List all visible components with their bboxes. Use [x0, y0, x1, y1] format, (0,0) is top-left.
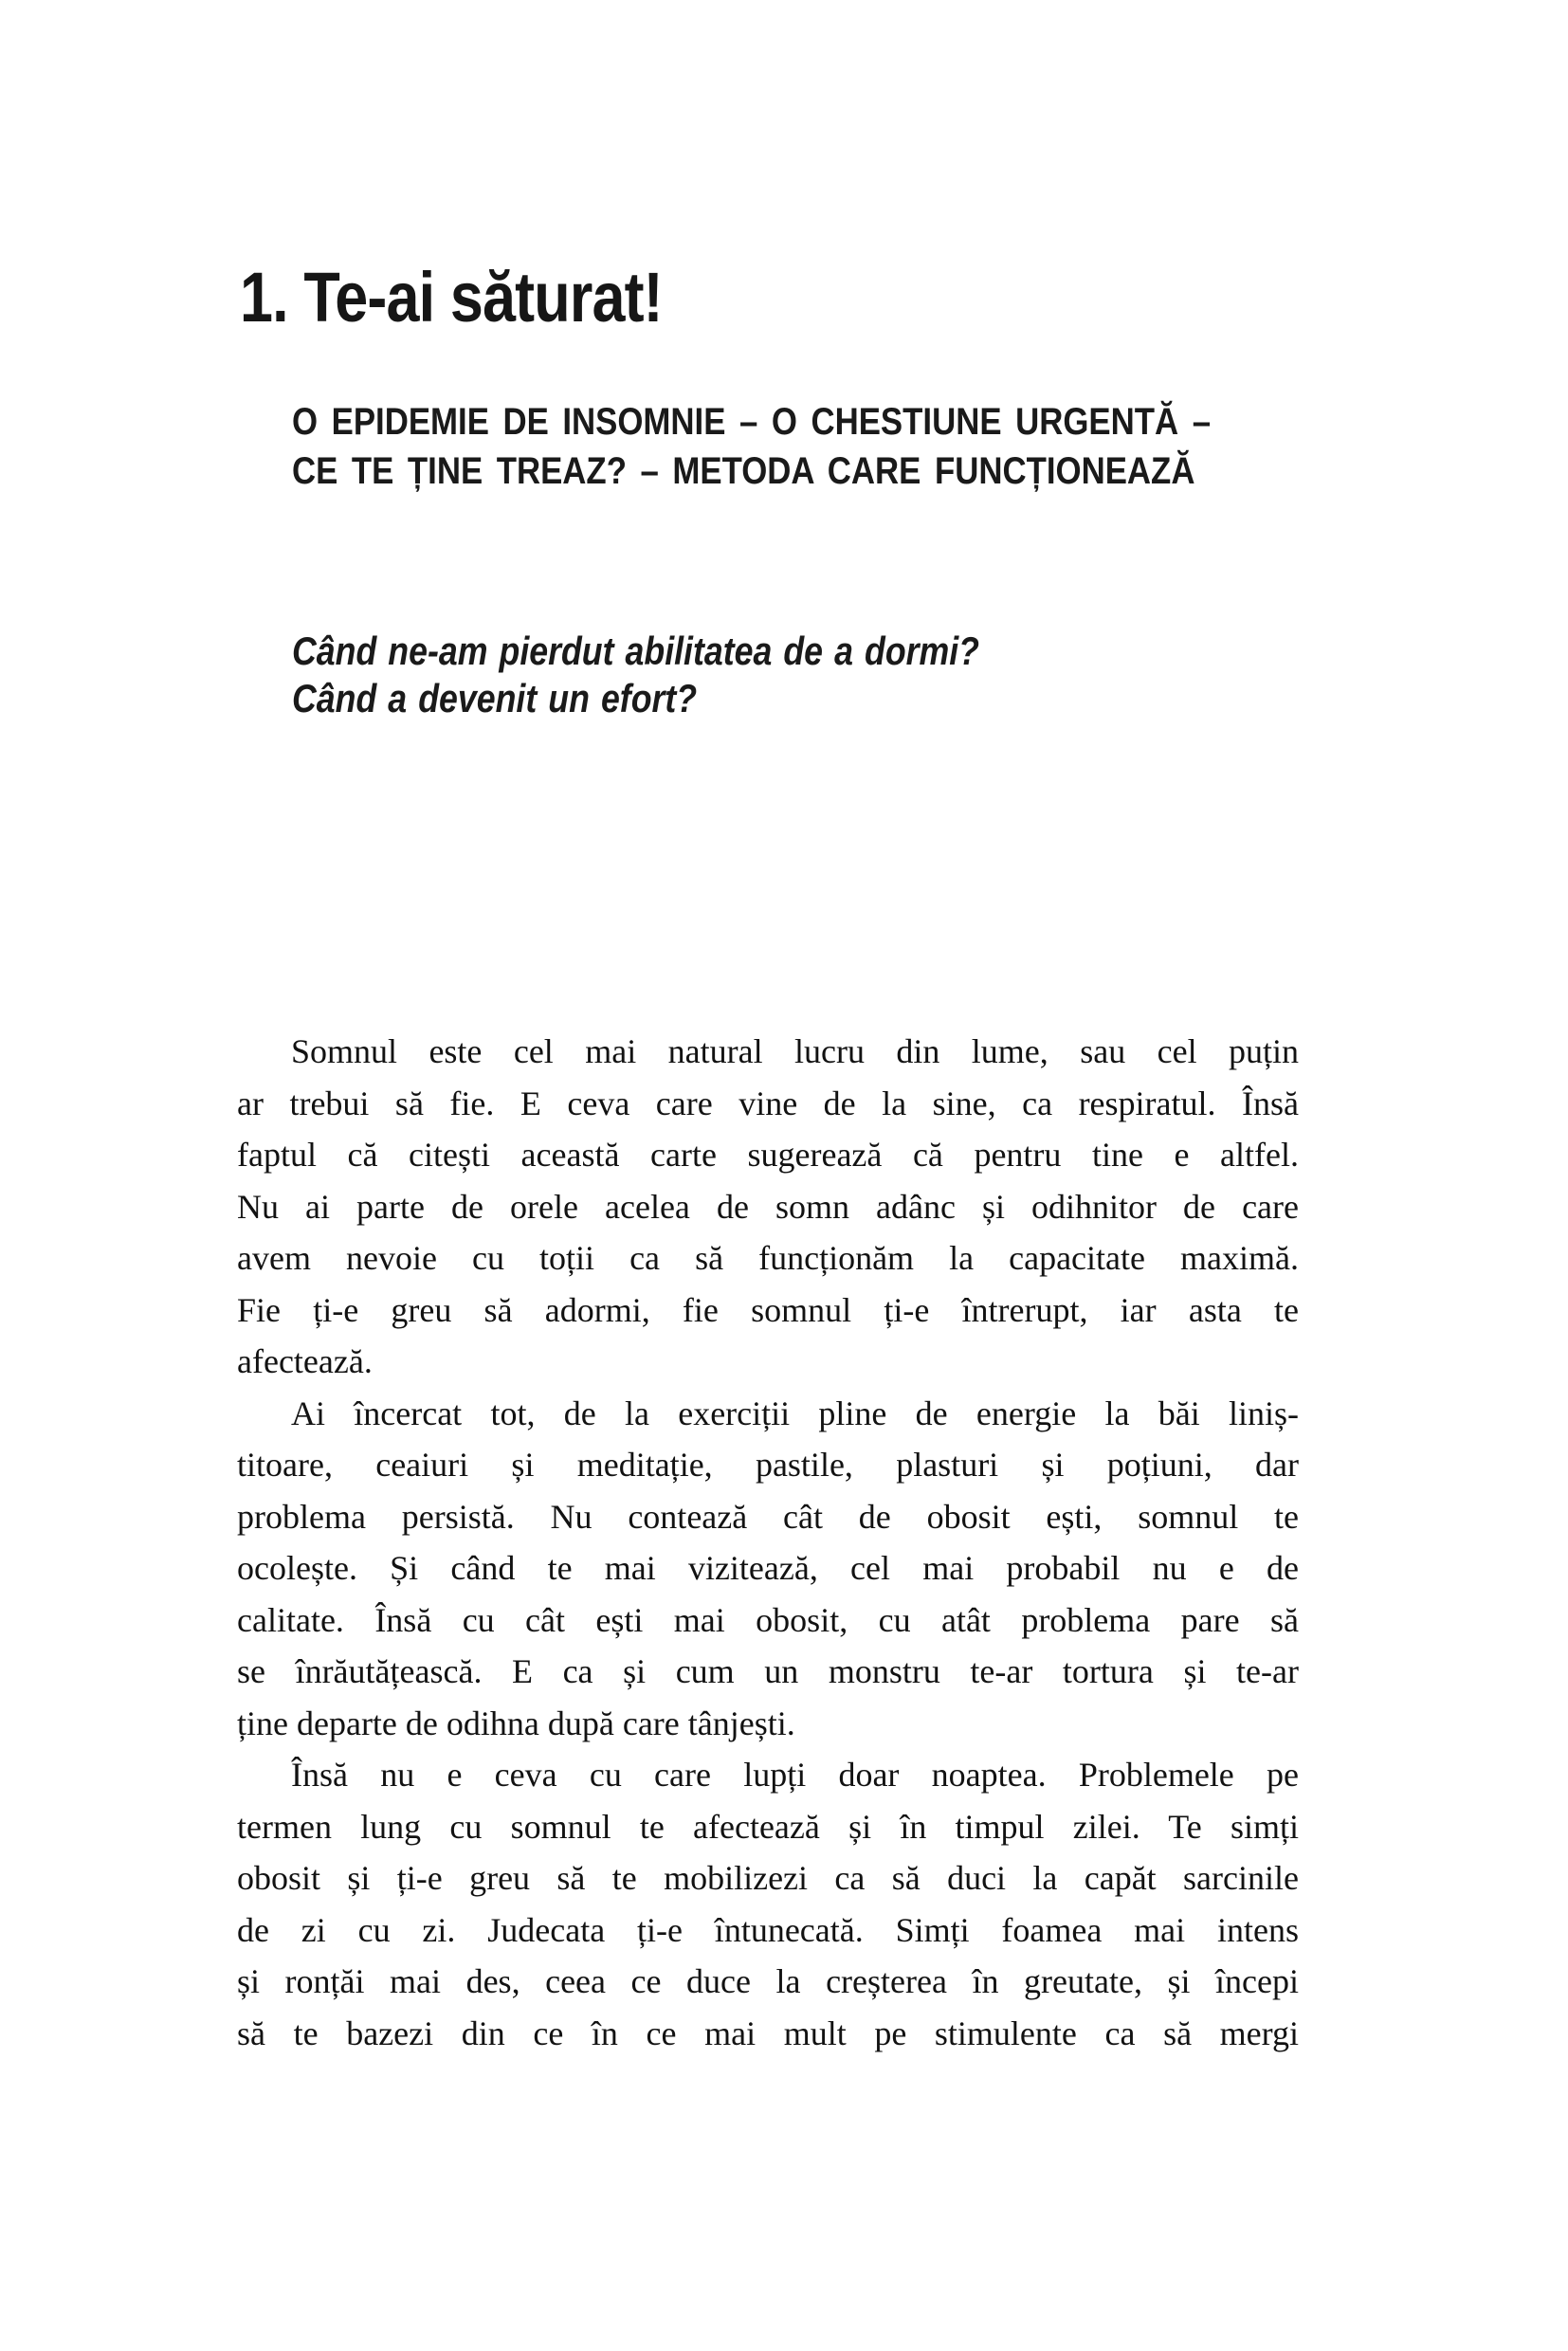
- text-line: faptul că citești această carte sugerează că pentru tine e altfel.: [237, 1136, 1299, 1174]
- paragraph: [237, 1749, 1299, 2059]
- text-line: Însă nu e ceva cu care lupți doar noaptea. Problemele pe: [291, 1756, 1299, 1794]
- text-line: ar trebui să fie. E ceva care vine de la sine, ca respiratul. Însă: [237, 1084, 1299, 1122]
- text-line: termen lung cu somnul te afectează și în timpul zilei. Te simți: [237, 1807, 1299, 1846]
- text-line: Somnul este cel mai natural lucru din lume, sau cel puțin: [291, 1032, 1299, 1070]
- text-line: să te bazezi din ce în ce mai mult pe stimulente ca să mergi: [237, 2014, 1299, 2052]
- text-line: afectează.: [237, 1342, 373, 1380]
- text-line: Fie ți-e greu să adormi, fie somnul ți-e întrerupt, iar asta te: [237, 1290, 1299, 1329]
- text-line: obosit și ți-e greu să te mobilizezi ca să duci la capăt sarcinile: [237, 1859, 1299, 1897]
- text-line: ține departe de odihna după care tânjești.: [237, 1704, 795, 1742]
- epigraph: [292, 628, 979, 722]
- chapter-subtitle-line-1: O EPIDEMIE DE INSOMNIE – O CHESTIUNE URGENTĂ –: [292, 401, 1212, 443]
- chapter-subtitle-line-2: CE TE ȚINE TREAZ? – METODA CARE FUNCȚIONEAZĂ: [292, 450, 1195, 492]
- text-line: ocolește. Și când te mai vizitează, cel mai probabil nu e de: [237, 1549, 1299, 1587]
- epigraph-line-2: Când a devenit un efort?: [292, 676, 698, 720]
- text-line: avem nevoie cu toții ca să funcționăm la capacitate maximă.: [237, 1239, 1299, 1277]
- text-line: de zi cu zi. Judecata ți-e întunecată. Simți foamea mai intens: [237, 1910, 1299, 1949]
- text-line: calitate. Însă cu cât ești mai obosit, cu atât problema pare să: [237, 1600, 1299, 1639]
- text-line: Ai încercat tot, de la exerciții pline de energie la băi liniș-: [291, 1394, 1299, 1432]
- paragraph: [237, 1388, 1299, 1750]
- text-line: Nu ai parte de orele acelea de somn adânc și odihnitor de care: [237, 1187, 1299, 1226]
- body-text: [237, 1026, 1299, 2059]
- text-line: se înrăutățească. E ca și cum un monstru te-ar tortura și te-ar: [237, 1652, 1299, 1690]
- text-line: titoare, ceaiuri și meditație, pastile, plasturi și poțiuni, dar: [237, 1446, 1299, 1484]
- text-line: problema persistă. Nu contează cât de obosit ești, somnul te: [237, 1497, 1299, 1536]
- chapter-title: 1. Te-ai săturat!: [240, 258, 663, 337]
- paragraph: [237, 1026, 1299, 1388]
- chapter-subtitle: [292, 397, 1211, 496]
- text-line: și ronțăi mai des, ceea ce duce la creșterea în greutate, și începi: [237, 1962, 1299, 2000]
- epigraph-line-1: Când ne-am pierdut abilitatea de a dormi?: [292, 629, 979, 673]
